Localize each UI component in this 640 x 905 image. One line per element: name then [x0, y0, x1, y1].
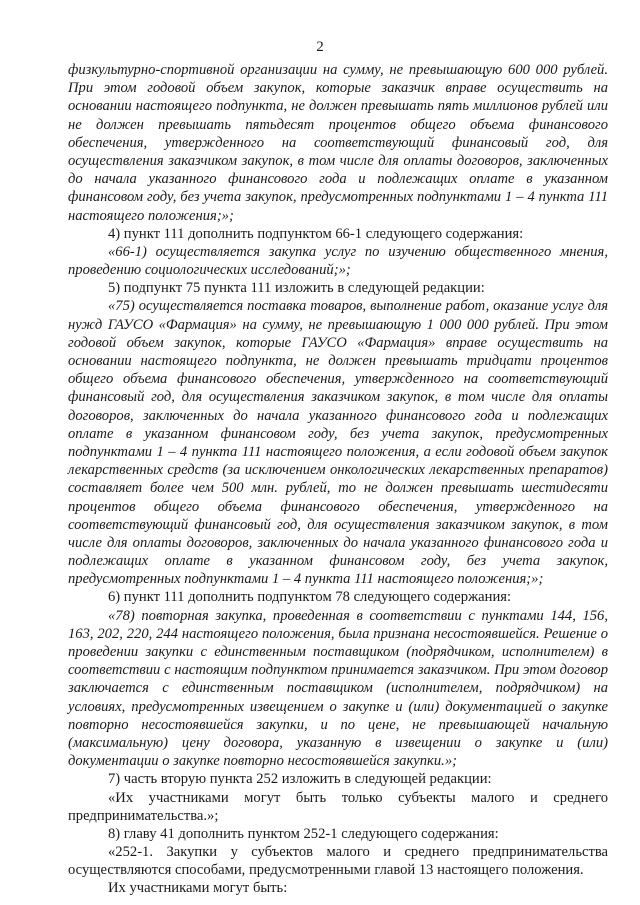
document-body — [68, 61, 608, 898]
paragraph-subitem-78: «78) повторная закупка, проведенная в соответствии с пунктами 144, 156, 163, 202, 220, 244 настоящего положения, была признана несостоявшейся. Решение о проведении закупки с единственным поставщиком (подрядчиком, исполнителем) в соответствии с настоящим подпунктом принимается заказчиком. При этом договор заключается с единственным поставщиком (исполнителем, подрядчиком) на условиях, предусмотренных извещением о закупке и (или) документацией о закупке повторно несостоявшейся закупки, и по цене, не превышающей начальную (максимальную) цену договора, указанную в извещении о закупке и (или) документации о закупке повторно несостоявшейся закупки.»; — [68, 607, 608, 770]
paragraph-participants: Их участниками могут быть: — [108, 880, 288, 897]
paragraph-item-252-1: «252-1. Закупки у субъектов малого и среднего предпринимательства осуществляются способами, предусмотренными главой 13 настоящего положения. — [68, 844, 608, 879]
paragraph-amendment-5: 5) подпункт 75 пункта 111 изложить в следующей редакции: — [108, 280, 485, 297]
paragraph-continuation-sport-org: физкультурно-спортивной организации на сумму, не превышающую 600 000 рублей. При этом годовой объем закупок, которые заказчик вправе осуществить на основании настоящего подпункта, не должен превышать пять миллионов рублей или не должен превышать пятьдесят процентов общего объема финансового обеспечения, утвержденного на соответствующий финансовый год, для осуществления заказчиком закупок, в том числе для оплаты договоров, заключенных до начала указанного финансового года и подлежащих оплате в указанном финансовом году, без учета закупок, предусмотренных подпунктами 1 – 4 пункта 111 настоящего положения;»; — [68, 62, 608, 224]
paragraph-amendment-6: 6) пункт 111 дополнить подпунктом 78 следующего содержания: — [108, 589, 512, 606]
paragraph-amendment-8: 8) главу 41 дополнить пунктом 252-1 следующего содержания: — [108, 825, 499, 842]
paragraph-amendment-7: 7) часть вторую пункта 252 изложить в следующей редакции: — [108, 771, 492, 788]
paragraph-item-252-part-2: «Их участниками могут быть только субъекты малого и среднего предпринимательства.»; — [68, 789, 608, 824]
paragraph-amendment-4: 4) пункт 111 дополнить подпунктом 66-1 следующего содержания: — [108, 225, 524, 242]
page-number: 2 — [316, 39, 324, 55]
paragraph-subitem-66-1: «66-1) осуществляется закупка услуг по изучению общественного мнения, проведению социологических исследований;»; — [68, 243, 608, 279]
paragraph-subitem-75: «75) осуществляется поставка товаров, выполнение работ, оказание услуг для нужд ГАУСО «Фармация» на сумму, не превышающую 1 000 000 рублей. При этом годовой объем закупок, которые ГАУСО «Фармация» вправе осуществить на основании настоящего подпункта, не должен превышать тридцати процентов общего объема финансового обеспечения, утвержденного на соответствующий финансовый год, для осуществления заказчиком закупок, в том числе для оплаты договоров, заключенных до начала указанного финансового года и подлежащих оплате в указанном финансовом году, без учета закупок, предусмотренных подпунктами 1 – 4 пункта 111 настоящего положения, а если годовой объем закупок лекарственных средств (за исключением онкологических лекарственных препаратов) составляет более чем 500 млн. рублей, то не должен превышать шестидесяти процентов общего объема финансового обеспечения, утвержденного на соответствующий финансовый год, для осуществления заказчиком закупок, в том числе для оплаты договоров, заключенных до начала указанного финансового года и подлежащих оплате в указанном финансовом году, без учета закупок, предусмотренных подпунктами 1 – 4 пункта 111 настоящего положения;»; — [68, 298, 608, 588]
